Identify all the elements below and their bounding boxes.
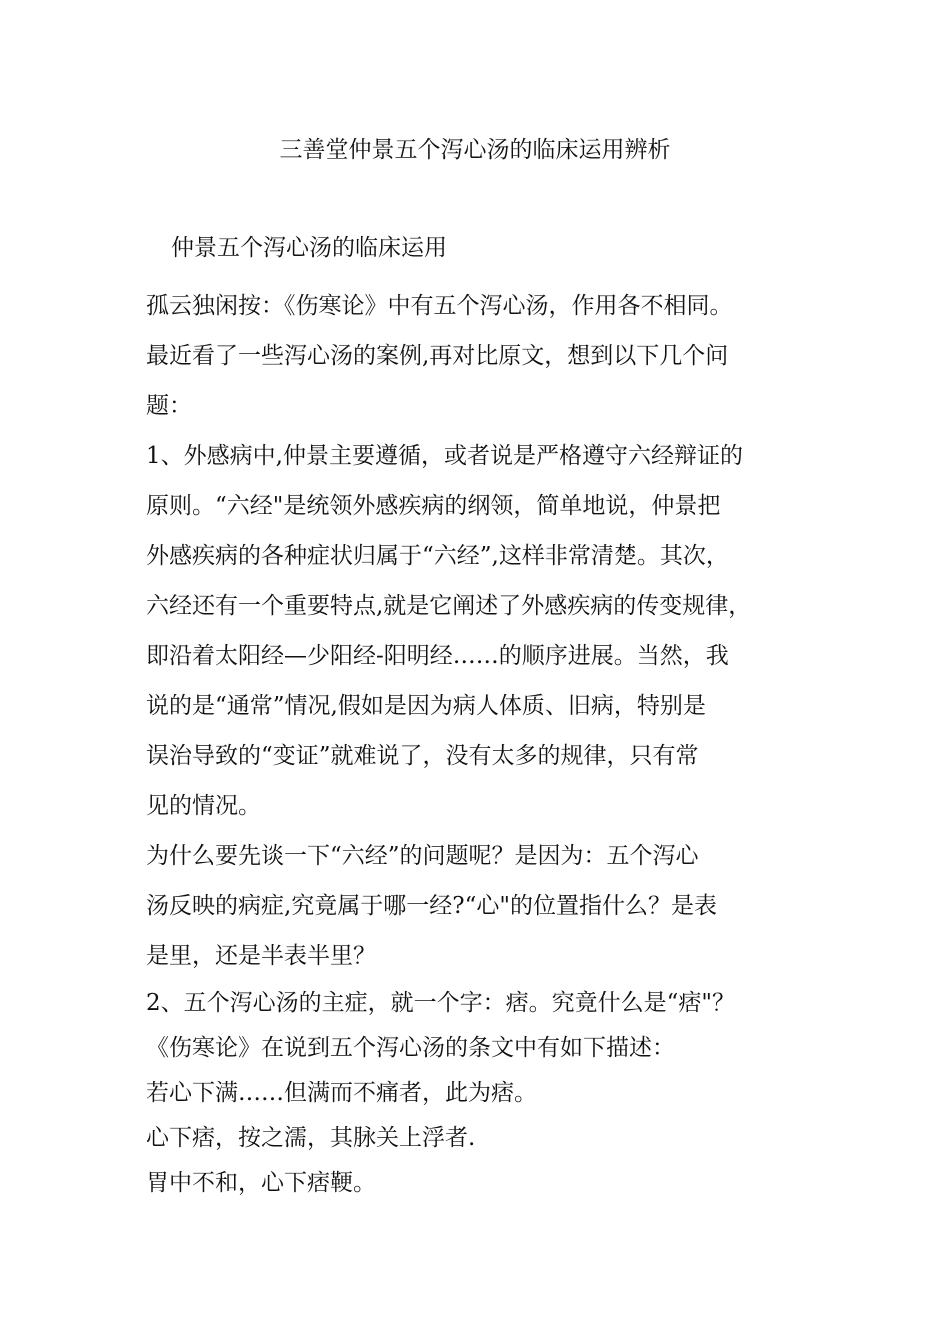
text-line: 若心下满……但满而不痛者，此为痞。 — [146, 1080, 537, 1106]
text-line: 见的情况。 — [146, 793, 261, 819]
text-line: 心下痞，按之濡，其脉关上浮者. — [146, 1125, 476, 1151]
text-line: 胃中不和，心下痞鞕。 — [146, 1170, 376, 1196]
body-text — [146, 281, 826, 1206]
text-line: 汤反映的病症,究竟属于哪一经?“心"的位置指什么？是表 — [146, 893, 717, 919]
text-line: 原则。“六经"是统领外感疾病的纲领，简单地说，仲景把 — [146, 493, 721, 519]
text-line: 误治导致的“变证”就难说了，没有太多的规律，只有常 — [146, 743, 699, 769]
section-subheading: 仲景五个泻心汤的临床运用 — [171, 235, 447, 261]
text-line: 2、五个泻心汤的主症，就一个字：痞。究竟什么是“痞"？ — [146, 990, 735, 1016]
text-line: 为什么要先谈一下“六经”的问题呢？是因为：五个泻心 — [146, 843, 699, 869]
document-title: 三善堂仲景五个泻心汤的临床运用辨析 — [279, 137, 671, 163]
text-line: 六经还有一个重要特点,就是它阐述了外感疾病的传变规律， — [146, 593, 752, 619]
text-line: 题： — [146, 393, 192, 419]
text-line: 外感疾病的各种症状归属于“六经”,这样非常清楚。其次， — [146, 543, 729, 569]
text-line: 《伤寒论》在说到五个泻心汤的条文中有如下描述： — [146, 1035, 675, 1061]
text-line: 是里，还是半表半里？ — [146, 943, 376, 969]
text-line: 说的是“通常”情况,假如是因为病人体质、旧病，特别是 — [146, 693, 706, 719]
text-line: 孤云独闲按：《伤寒论》中有五个泻心汤，作用各不相同。 — [146, 293, 733, 319]
text-line: 即沿着太阳经—少阳经-阳明经……的顺序进展。当然，我 — [146, 643, 729, 669]
text-line: 最近看了一些泻心汤的案例,再对比原文，想到以下几个问 — [146, 343, 729, 369]
text-line: 1、外感病中,仲景主要遵循，或者说是严格遵守六经辩证的 — [146, 443, 743, 469]
